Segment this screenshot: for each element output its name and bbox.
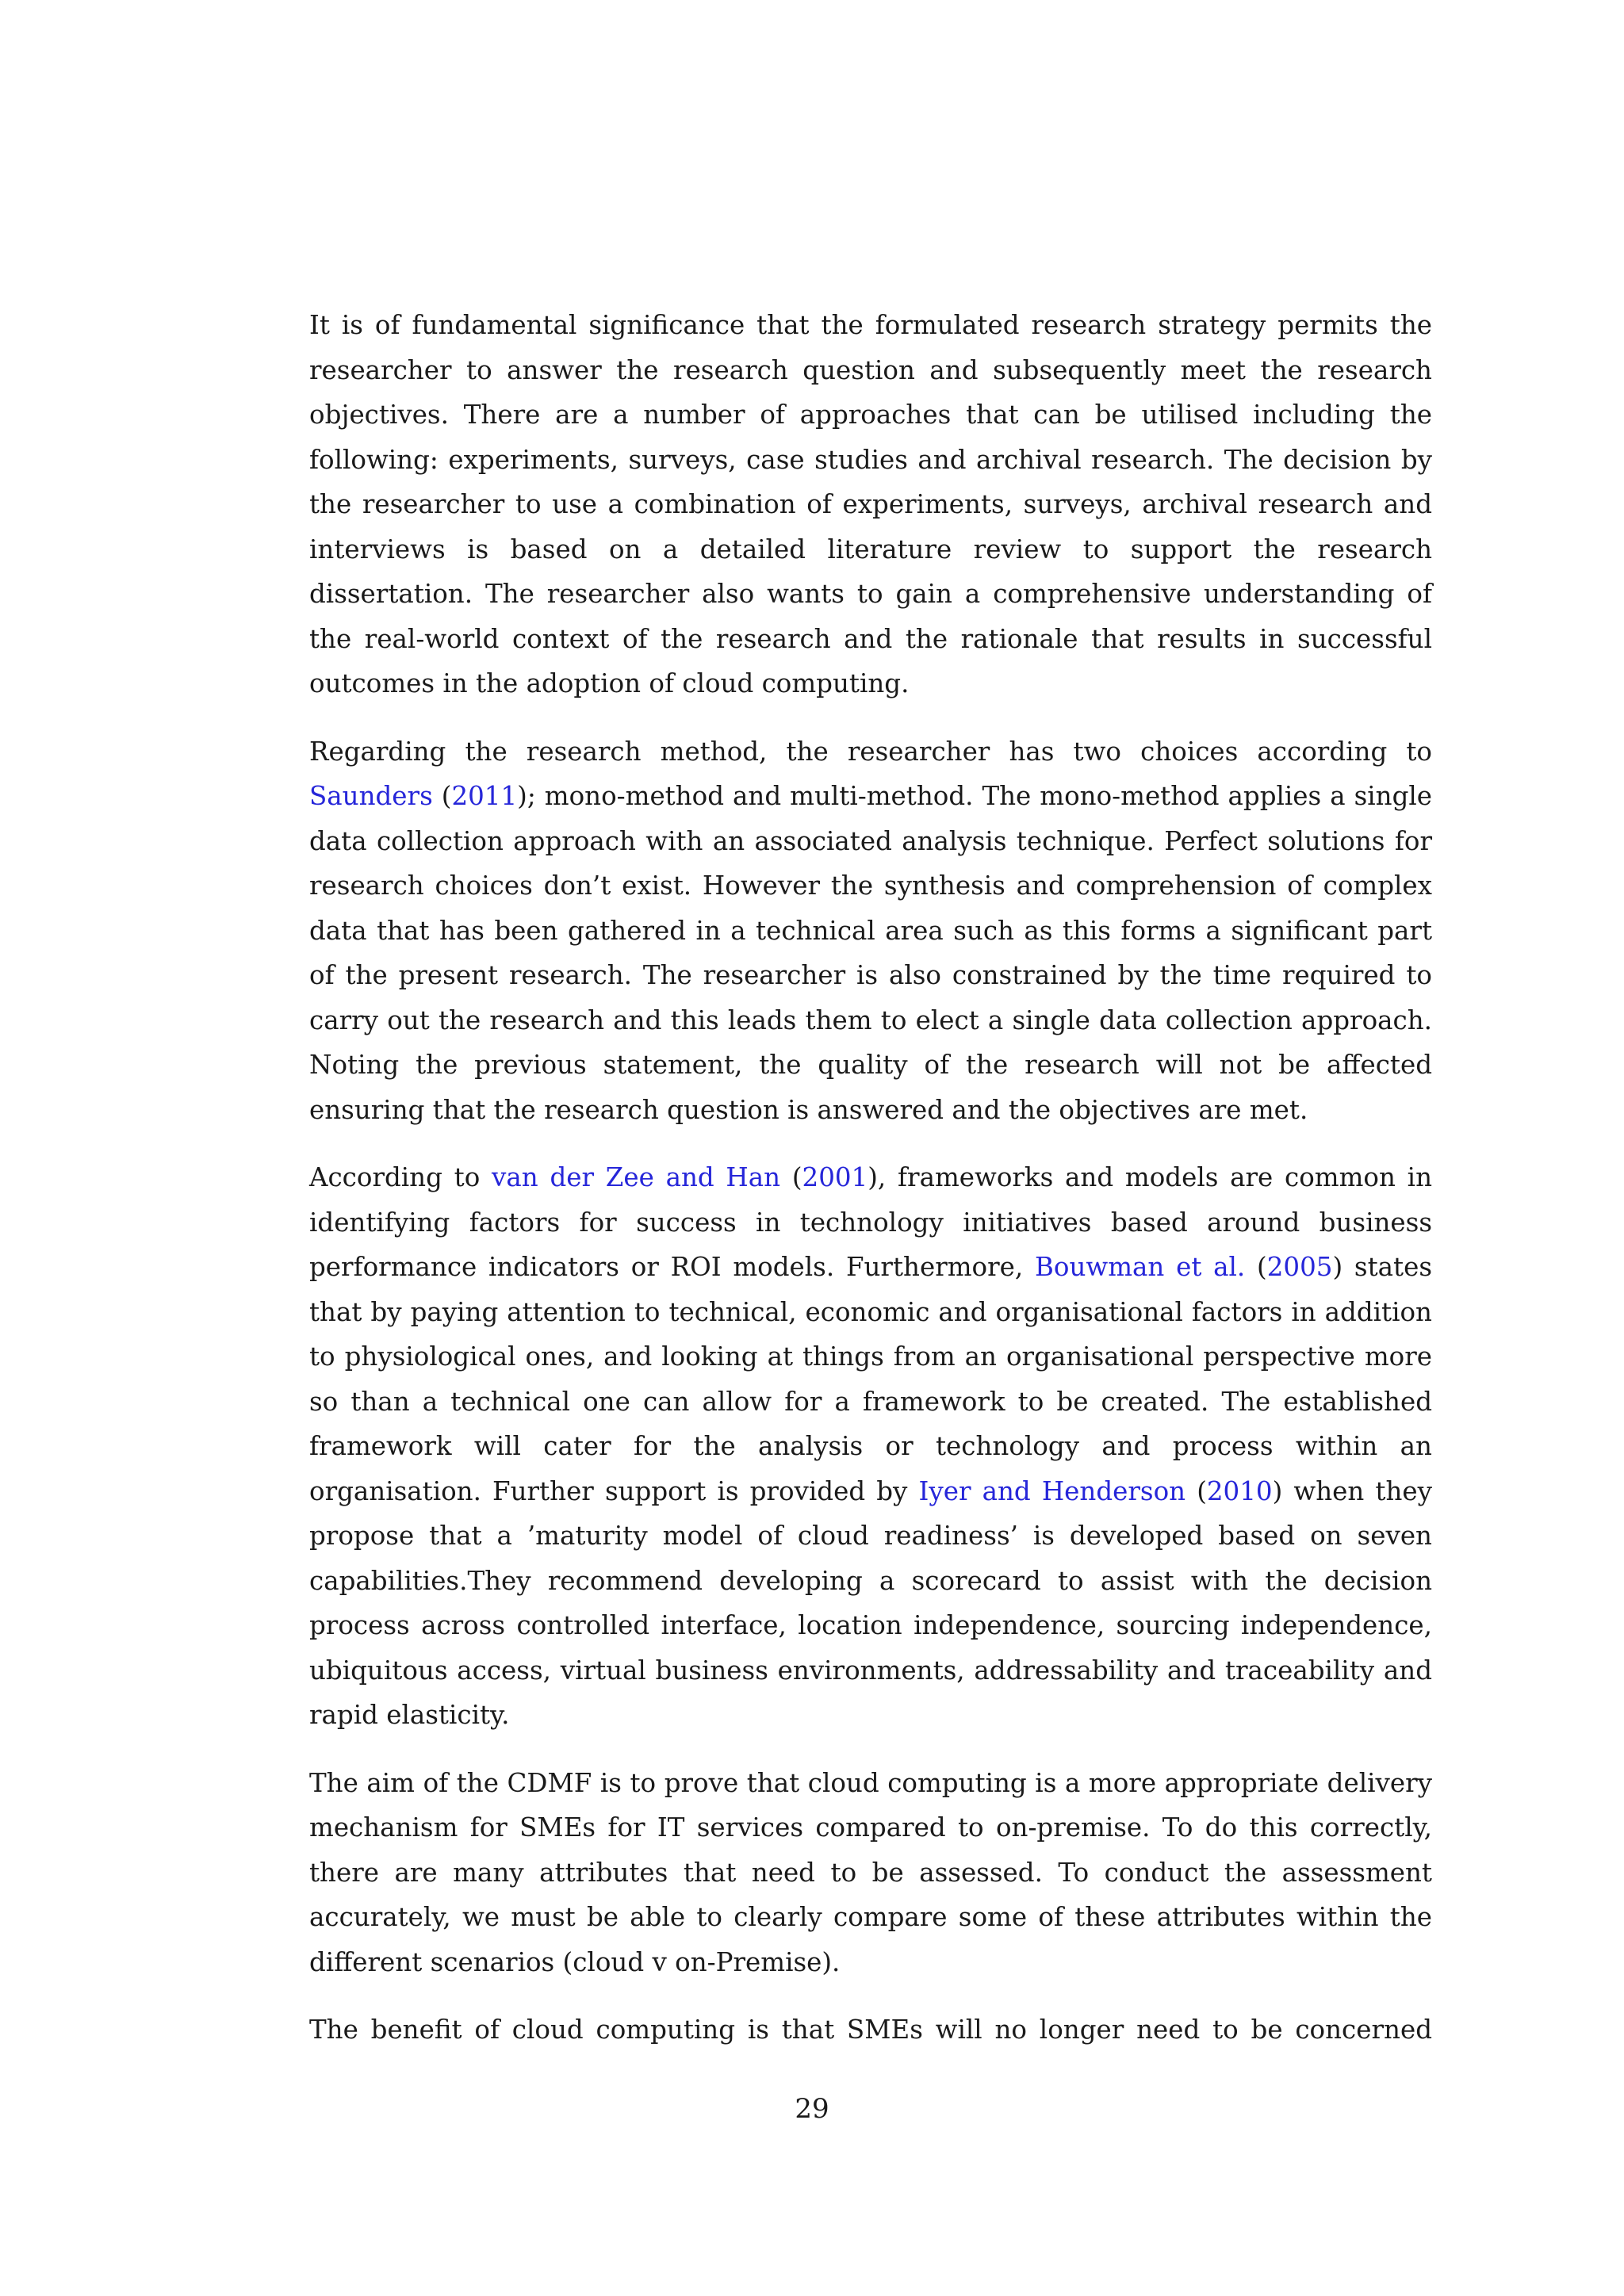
text-run: ( [1185,1475,1207,1506]
citation-saunders-name[interactable]: Saunders [309,781,433,811]
text-run: ( [780,1162,802,1192]
citation-saunders-year[interactable]: 2011 [451,781,518,811]
paragraph-research-strategy: It is of fundamental significance that the formulated research strategy permits the researcher to answer the research question and subsequently meet the research objectives. There are a number of approaches that can be utilised including the following: experiments, surveys, case studies and archival research. The decision by the researcher to use a combination of experiments, surveys, archival research and interviews is based on a detailed literature review to support the research dissertation. The researcher also wants to gain a comprehensive understanding of the real-world context of the research and the rationale that results in successful outcomes in the adoption of cloud computing. [309,310,1432,698]
citation-iyer-name[interactable]: Iyer and Henderson [918,1475,1186,1506]
paragraph-research-method [309,729,1432,1133]
page-body [309,303,1432,2076]
text-run: ( [432,781,452,811]
paragraph-cdmf-aim: The aim of the CDMF is to prove that cloud computing is a more appropriate delivery mechanism for SMEs for IT services compared to on-premise. To do this correctly, there are many attributes that need to be assessed. To conduct the assessment accurately, we must be able to clearly compare some of these attributes within the different scenarios (cloud v on-Premise). [309,1767,1432,1977]
text-run: ); mono-method and multi-method. The mono-method applies a single data collection approach with an associated analysis technique. Perfect solutions for research choices don’t exist. However the synthesis and comprehension of complex data that has been gathered in a technical area such as this forms a significant part of the present research. The researcher is also constrained by the time required to carry out the research and this leads them to elect a single data collection approach. Noting the previous statement, the quality of the research will not be affected ensuring that the research question is answered and the objectives are met. [309,781,1433,1125]
citation-bouwman-name[interactable]: Bouwman et al. [1035,1252,1246,1282]
text-run: Regarding the research method, the researcher has two choices according to [309,736,1432,767]
text-run: ) when they propose that a ’maturity model of cloud readiness’ is developed based on seven capabilities.They recommend developing a scorecard to assist with the decision process across controlled interface, location independence, sourcing independence, ubiquitous access, virtual business environments, addressability and traceability and rapid elasticity. [309,1475,1432,1730]
text-run: According to [309,1162,492,1192]
text-run: ), frameworks and models are common in identifying factors for success in technology initiatives based around business performance indicators or ROI models. Furthermore, [309,1162,1433,1282]
text-run: ( [1245,1252,1267,1282]
text-run: ) states that by paying attention to technical, economic and organisational factors in addition to physiological ones, and looking at things from an organisational perspective more so than a technical one can allow for a framework to be created. The established framework will cater for the analysis or technology and process within an organisation. Further support is provided by [309,1252,1432,1506]
page-number: 29 [795,2093,829,2125]
citation-iyer-year[interactable]: 2010 [1206,1475,1273,1506]
citation-van-der-zee-year[interactable]: 2001 [802,1162,868,1192]
citation-bouwman-year[interactable]: 2005 [1266,1252,1333,1282]
paragraph-frameworks [309,1155,1432,1738]
citation-van-der-zee-name[interactable]: van der Zee and Han [492,1162,781,1192]
paragraph-cloud-benefit: The benefit of cloud computing is that SMEs will no longer need to be concerned [309,2015,1432,2045]
